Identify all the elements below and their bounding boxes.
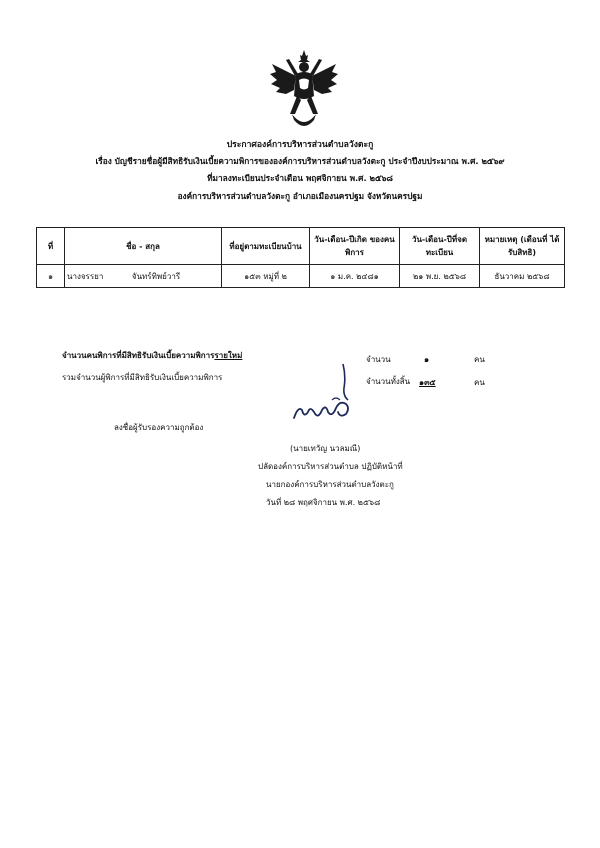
- signature-scribble: [288, 360, 368, 430]
- table-header-row: [37, 228, 565, 265]
- new-count-label: จำนวน: [366, 355, 391, 364]
- table-row: [37, 265, 565, 288]
- cell-last-name: จันทร์ทิพย์วารี: [131, 271, 181, 281]
- col-header-register-date: วัน-เดือน-ปีที่จด ทะเบียน: [400, 228, 480, 265]
- cell-birth-date: ๑ ม.ค. ๒๔๘๑: [310, 265, 400, 288]
- new-beneficiary-label-underlined: รายใหม่: [214, 351, 243, 360]
- signer-name: (นายเทวัญ นวลมณี): [290, 444, 361, 453]
- signed-date: วันที่ ๒๘ พฤศจิกายน พ.ศ. ๒๕๖๘: [266, 498, 381, 507]
- cell-note: ธันวาคม ๒๕๖๘: [480, 265, 565, 288]
- new-count-value: ๑: [424, 355, 430, 364]
- total-count-unit: คน: [474, 378, 485, 387]
- col-header-birth-date: วัน-เดือน-ปีเกิด ของคนพิการ: [310, 228, 400, 265]
- total-beneficiary-label: รวมจำนวนผู้พิการที่มีสิทธิรับเงินเบี้ยความพิการ: [62, 373, 223, 382]
- new-beneficiary-label: [62, 349, 242, 362]
- signer-position-1: ปลัดองค์การบริหารส่วนตำบล ปฏิบัติหน้าที่: [258, 462, 403, 471]
- certify-label: ลงชื่อผู้รับรองความถูกต้อง: [114, 423, 204, 432]
- cell-no: ๑: [37, 265, 65, 288]
- new-count-unit: คน: [474, 355, 485, 364]
- document-subject: เรื่อง บัญชีรายชื่อผู้มีสิทธิรับเงินเบี้ยความพิการขององค์การบริหารส่วนตำบลวังตะกู ประจำปีงบประมาณ พ.ศ. ๒๕๖๙: [95, 156, 505, 166]
- new-beneficiary-label-text: จำนวนคนพิการที่มีสิทธิรับเงินเบี้ยความพิการ: [62, 351, 215, 360]
- cell-first-name: นางจรรยา: [67, 271, 104, 281]
- organization-line: องค์การบริหารส่วนตำบลวังตะกู อำเภอเมืองนครปฐม จังหวัดนครปฐม: [177, 191, 423, 201]
- cell-address: ๑๕๓ หมู่ที่ ๒: [222, 265, 310, 288]
- col-header-note: หมายเหตุ (เดือนที่ ได้รับสิทธิ): [480, 228, 565, 265]
- col-header-name: ชื่อ - สกุล: [65, 228, 222, 265]
- total-count-value: ๑๓๕: [419, 378, 436, 387]
- beneficiary-table: [36, 227, 565, 288]
- col-header-no: ที่: [37, 228, 65, 265]
- cell-register-date: ๒๑ พ.ย. ๒๕๖๘: [400, 265, 480, 288]
- garuda-emblem: [268, 50, 340, 132]
- col-header-address: ที่อยู่ตามทะเบียนบ้าน: [222, 228, 310, 265]
- document-title: ประกาศองค์การบริหารส่วนตำบลวังตะกู: [226, 140, 374, 150]
- signer-position-2: นายกองค์การบริหารส่วนตำบลวังตะกู: [266, 480, 394, 489]
- total-count-label: จำนวนทั้งสิ้น: [366, 377, 411, 386]
- document-subtitle: ที่มาลงทะเบียนประจำเดือน พฤศจิกายน พ.ศ. ๒๕๖๘: [207, 173, 393, 183]
- cell-name: [65, 265, 222, 288]
